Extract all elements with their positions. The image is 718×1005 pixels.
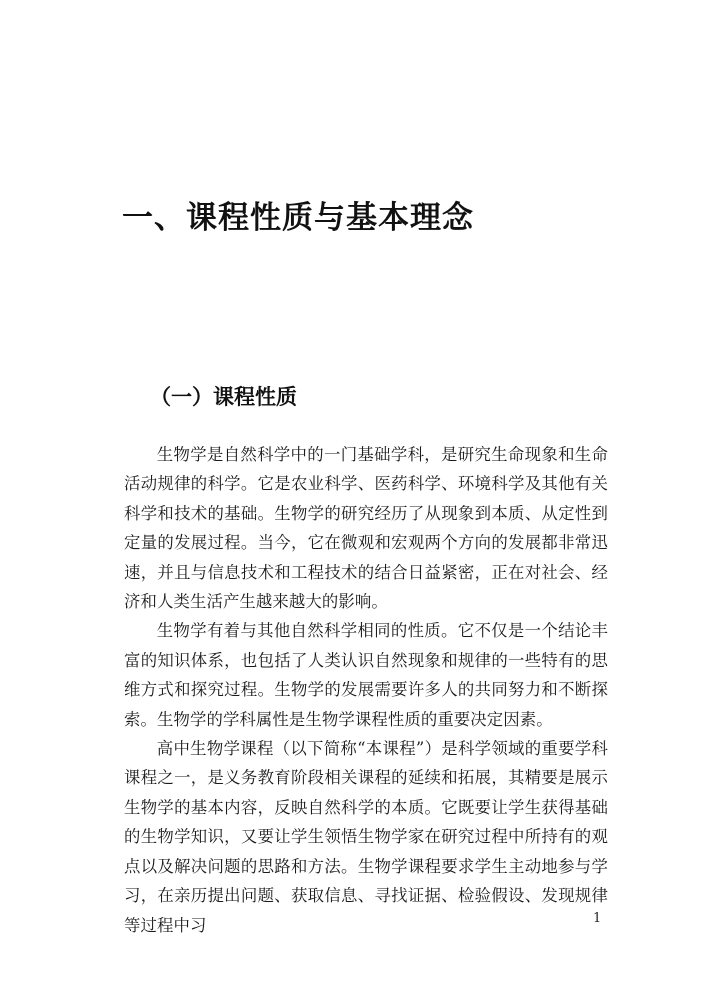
chapter-title: 一、课程性质与基本理念	[122, 200, 474, 236]
paragraph-1: 生物学是自然科学中的一门基础学科，是研究生命现象和生命活动规律的科学。它是农业科学、医药科学、环境科学及其他有关科学和技术的基础。生物学的研究经历了从现象到本质、从定性到定量的发展过程。当今，它在微观和宏观两个方向的发展都非常迅速，并且与信息技术和工程技术的结合日益紧密，正在对社会、经济和人类生活产生越来越大的影响。	[124, 445, 608, 612]
page-number: 1	[593, 911, 602, 926]
body-text	[124, 440, 608, 940]
paragraph-3: 高中生物学课程（以下简称“本课程”）是科学领域的重要学科课程之一，是义务教育阶段相关课程的延续和拓展，其精要是展示生物学的基本内容，反映自然科学的本质。它既要让学生获得基础的生物学知识，又要让学生领悟生物学家在研究过程中所持有的观点以及解决问题的思路和方法。生物学课程要求学生主动地参与学习，在亲历提出问题、获取信息、寻找证据、检验假设、发现规律等过程中习	[124, 739, 608, 935]
paragraph-2: 生物学有着与其他自然科学相同的性质。它不仅是一个结论丰富的知识体系，也包括了人类认识自然现象和规律的一些特有的思维方式和探究过程。生物学的发展需要许多人的共同努力和不断探索。生物学的学科属性是生物学课程性质的重要决定因素。	[124, 621, 608, 729]
section-title: （一）课程性质	[150, 385, 297, 409]
